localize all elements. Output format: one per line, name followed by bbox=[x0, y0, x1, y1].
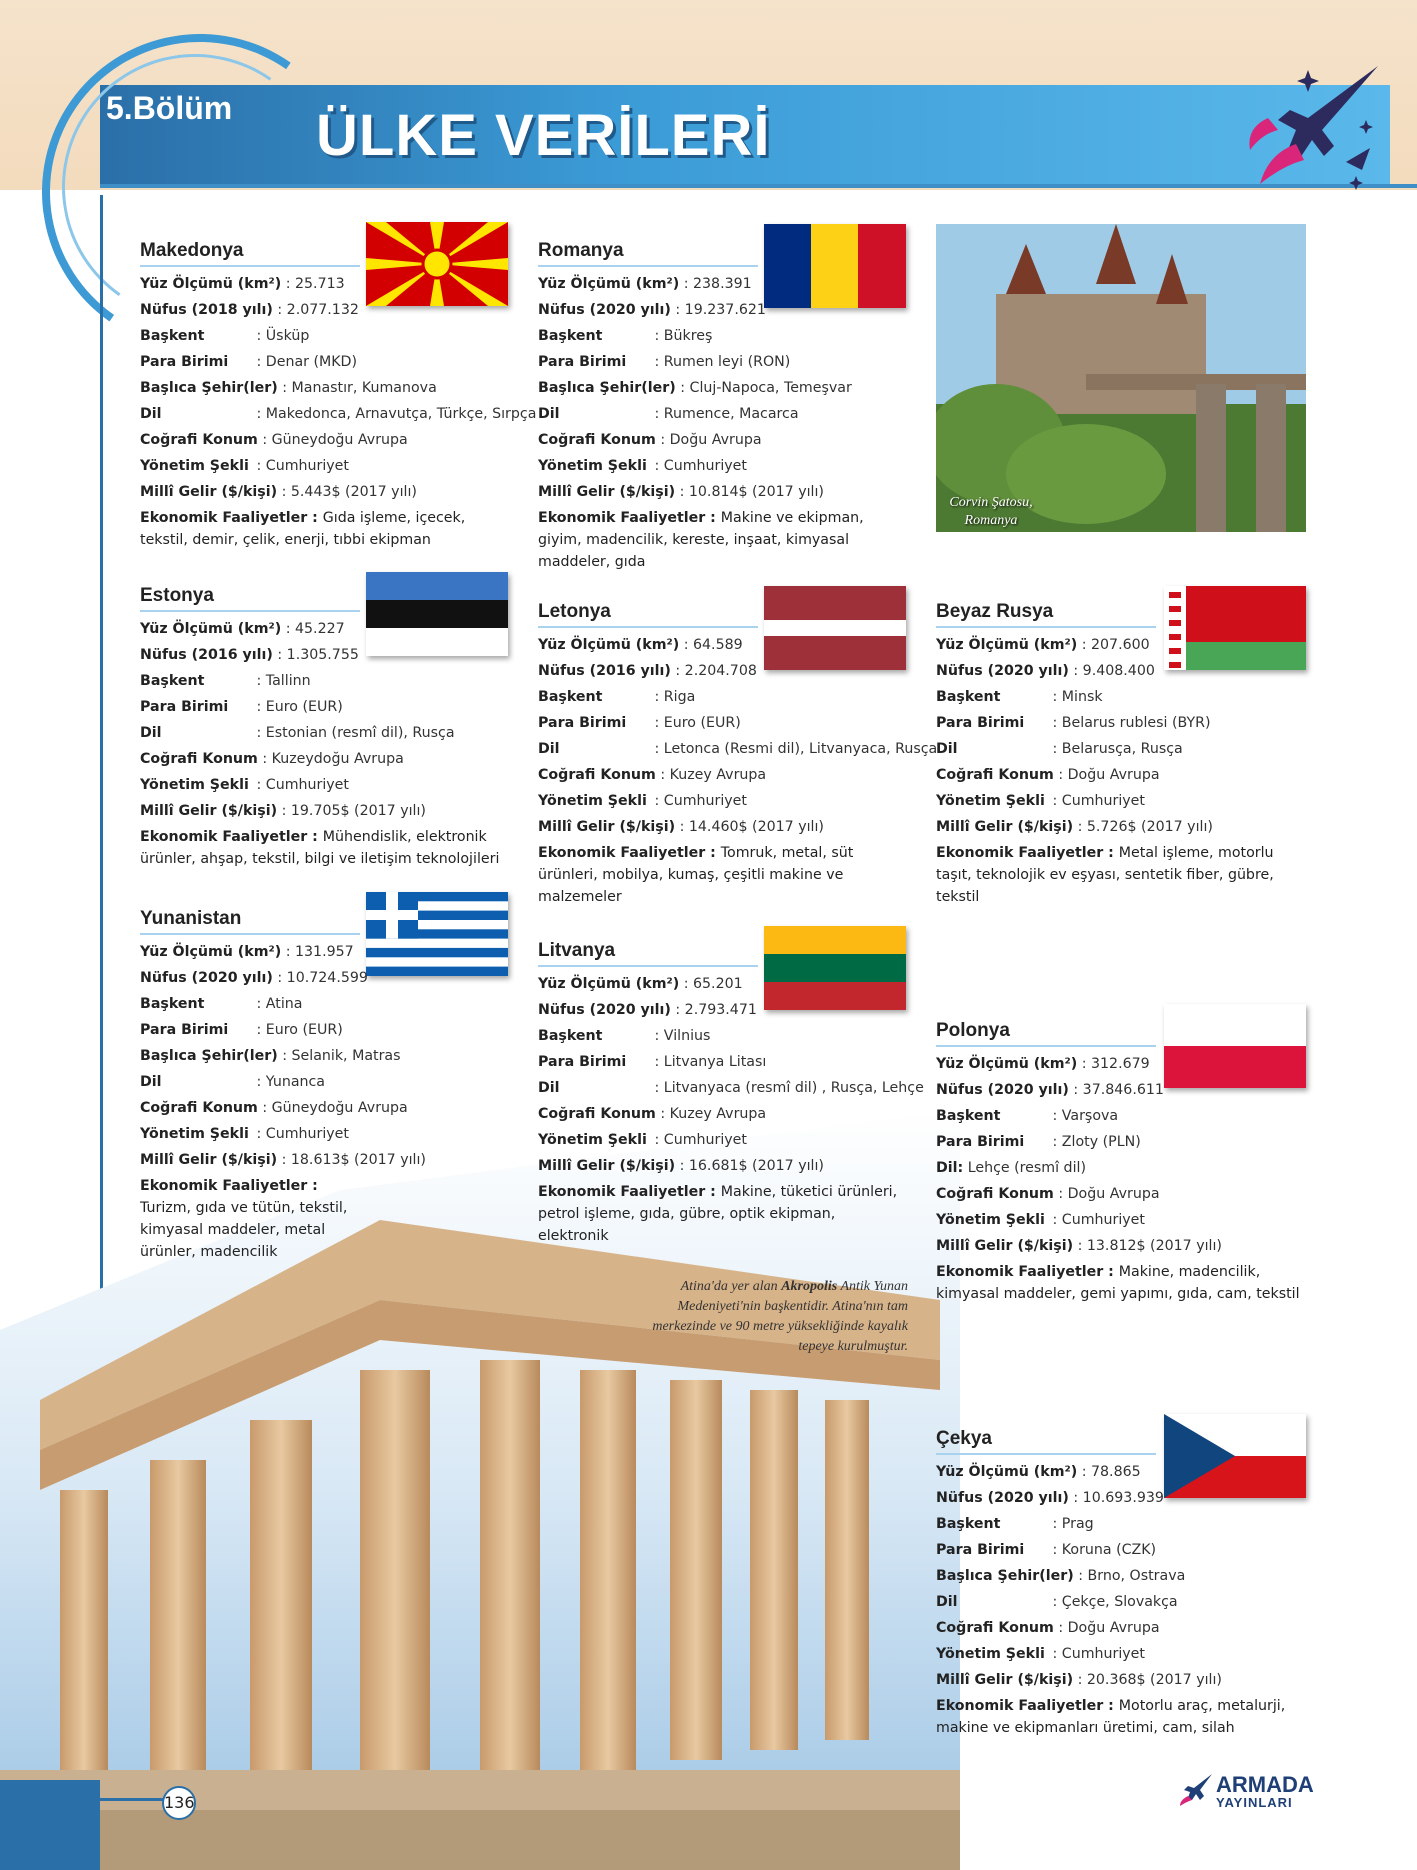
info-value: : Koruna (CZK) bbox=[1048, 1542, 1157, 1558]
info-row bbox=[936, 710, 1316, 736]
info-value: : Tallinn bbox=[252, 673, 311, 689]
info-label: Coğrafi Konum bbox=[538, 767, 656, 783]
info-row bbox=[140, 271, 520, 297]
info-value: : Cluj-Napoca, Temeşvar bbox=[675, 380, 852, 396]
economic-activities bbox=[538, 1181, 908, 1247]
info-row bbox=[936, 1459, 1316, 1485]
info-row bbox=[936, 1537, 1316, 1563]
info-row bbox=[936, 1641, 1316, 1667]
info-row bbox=[140, 1017, 520, 1043]
info-row bbox=[936, 1615, 1316, 1641]
info-row bbox=[538, 323, 918, 349]
info-row bbox=[538, 788, 918, 814]
info-row bbox=[936, 736, 1316, 762]
info-label: Yönetim Şekli bbox=[936, 1646, 1045, 1662]
acropolis-caption: Atina'da yer alan Akropolis Antik Yunan Medeniyeti'nin başkentidir. Atina'nın tam merkezinde ve 90 metre yüksekliğinde kayalık tepeye kurulmuştur. bbox=[652, 1279, 908, 1354]
info-value: : 238.391 bbox=[679, 276, 752, 292]
info-value: : 45.227 bbox=[281, 621, 345, 637]
country-name: Letonya bbox=[538, 601, 758, 628]
info-value: : 25.713 bbox=[281, 276, 345, 292]
economic-label: Ekonomik Faaliyetler : bbox=[538, 510, 721, 526]
info-value: : 14.460$ (2017 yılı) bbox=[675, 819, 824, 835]
info-value: : Denar (MKD) bbox=[252, 354, 358, 370]
economic-value: Mühendislik, elektronik ürünler, ahşap, tekstil, bilgi ve iletişim teknolojileri bbox=[140, 829, 500, 867]
info-label: Nüfus (2020 yılı) bbox=[140, 970, 273, 986]
country-block-romanya bbox=[538, 240, 918, 573]
info-row bbox=[538, 453, 918, 479]
info-row bbox=[936, 1129, 1316, 1155]
country-block-beyazrusya bbox=[936, 601, 1316, 908]
info-value: : Rumen leyi (RON) bbox=[650, 354, 791, 370]
info-row bbox=[936, 1207, 1316, 1233]
info-label: Coğrafi Konum bbox=[538, 1106, 656, 1122]
info-value: : Minsk bbox=[1048, 689, 1103, 705]
info-row bbox=[140, 746, 520, 772]
info-value: : Cumhuriyet bbox=[1048, 1646, 1145, 1662]
country-name: Romanya bbox=[538, 240, 758, 267]
info-value: : Doğu Avrupa bbox=[655, 432, 762, 448]
info-row bbox=[936, 814, 1316, 840]
info-row bbox=[538, 1127, 918, 1153]
info-value: : Litvanya Litası bbox=[650, 1054, 767, 1070]
info-value: : 19.237.621 bbox=[670, 302, 766, 318]
info-row bbox=[140, 668, 520, 694]
info-value: : Cumhuriyet bbox=[252, 1126, 349, 1142]
info-row bbox=[538, 271, 918, 297]
info-row bbox=[936, 684, 1316, 710]
info-row bbox=[140, 1147, 520, 1173]
info-label: Yönetim Şekli bbox=[936, 1212, 1045, 1228]
info-label: Başlıca Şehir(ler) bbox=[140, 1048, 278, 1064]
info-label: Dil bbox=[936, 1594, 958, 1610]
info-row bbox=[140, 772, 520, 798]
info-value: : 9.408.400 bbox=[1068, 663, 1155, 679]
info-row bbox=[936, 788, 1316, 814]
info-value: : 131.957 bbox=[281, 944, 354, 960]
country-name: Çekya bbox=[936, 1428, 1156, 1455]
info-row bbox=[936, 1485, 1316, 1511]
info-label: Coğrafi Konum bbox=[936, 1186, 1054, 1202]
page-corner bbox=[0, 1780, 100, 1870]
info-value: : 5.443$ (2017 yılı) bbox=[277, 484, 417, 500]
info-value: : Cumhuriyet bbox=[650, 1132, 747, 1148]
info-value: : Rumence, Macarca bbox=[650, 406, 799, 422]
section-label: 5.Bölüm bbox=[106, 90, 233, 126]
info-value: : 2.793.471 bbox=[670, 1002, 757, 1018]
info-label: Millî Gelir ($/kişi) bbox=[140, 484, 278, 500]
info-label: Başkent bbox=[538, 689, 603, 705]
info-label: Coğrafi Konum bbox=[140, 751, 258, 767]
info-label: Başkent bbox=[140, 328, 205, 344]
info-label: Nüfus (2020 yılı) bbox=[936, 1082, 1069, 1098]
info-label: Nüfus (2020 yılı) bbox=[538, 302, 671, 318]
info-label: Millî Gelir ($/kişi) bbox=[936, 819, 1074, 835]
info-row bbox=[936, 762, 1316, 788]
info-label: Yüz Ölçümü (km²) bbox=[538, 276, 680, 292]
info-label: Millî Gelir ($/kişi) bbox=[538, 819, 676, 835]
info-label: Başkent bbox=[140, 673, 205, 689]
castle-caption: Corvin Şatosu, Romanya bbox=[949, 495, 1033, 528]
info-value: : Letonca (Resmi dil), Litvanyaca, Rusça bbox=[650, 741, 938, 757]
info-row bbox=[538, 684, 918, 710]
economic-activities bbox=[140, 507, 510, 551]
info-label: Millî Gelir ($/kişi) bbox=[936, 1238, 1074, 1254]
info-row bbox=[538, 997, 918, 1023]
economic-value: Metal işleme, motorlu taşıt, teknolojik ev eşyası, sentetik fiber, gübre, tekstil bbox=[936, 845, 1274, 905]
info-label: Başkent bbox=[538, 328, 603, 344]
info-label: Yönetim Şekli bbox=[538, 793, 647, 809]
info-row bbox=[140, 453, 520, 479]
info-value: : Doğu Avrupa bbox=[1053, 1620, 1160, 1636]
info-row bbox=[538, 814, 918, 840]
info-label: Coğrafi Konum bbox=[936, 767, 1054, 783]
publisher-sub: YAYINLARI bbox=[1216, 1795, 1293, 1810]
info-row bbox=[538, 427, 918, 453]
economic-activities bbox=[140, 826, 510, 870]
info-value: : Atina bbox=[252, 996, 303, 1012]
info-row bbox=[538, 479, 918, 505]
info-value: : 64.589 bbox=[679, 637, 743, 653]
info-value: : 78.865 bbox=[1077, 1464, 1141, 1480]
info-label: Başlıca Şehir(ler) bbox=[140, 380, 278, 396]
economic-value: Motorlu araç, metalurji, makine ve ekipmanları üretimi, cam, silah bbox=[936, 1698, 1286, 1736]
info-label: Dil bbox=[538, 406, 560, 422]
country-name: Yunanistan bbox=[140, 908, 360, 935]
info-label: Yüz Ölçümü (km²) bbox=[936, 1056, 1078, 1072]
info-value: : 37.846.611 bbox=[1068, 1082, 1164, 1098]
info-value: : 207.600 bbox=[1077, 637, 1150, 653]
info-row bbox=[538, 971, 918, 997]
info-value: : Varşova bbox=[1048, 1108, 1119, 1124]
info-value: : Kuzey Avrupa bbox=[655, 767, 767, 783]
page-number: 136 bbox=[162, 1786, 196, 1820]
info-value: : Euro (EUR) bbox=[650, 715, 741, 731]
info-label: Coğrafi Konum bbox=[538, 432, 656, 448]
info-value: : 2.077.132 bbox=[272, 302, 359, 318]
info-row bbox=[936, 632, 1316, 658]
info-row bbox=[140, 1095, 520, 1121]
info-label: Nüfus (2016 yılı) bbox=[538, 663, 671, 679]
info-row bbox=[140, 965, 520, 991]
info-value: : Vilnius bbox=[650, 1028, 711, 1044]
info-row bbox=[936, 1103, 1316, 1129]
info-row bbox=[140, 1069, 520, 1095]
info-label: Yüz Ölçümü (km²) bbox=[538, 976, 680, 992]
economic-value: Makine, tüketici ürünleri, petrol işleme, gıda, gübre, optik ekipman, elektronik bbox=[538, 1184, 898, 1244]
info-row bbox=[140, 375, 520, 401]
info-label: Dil bbox=[140, 1074, 162, 1090]
info-row bbox=[140, 479, 520, 505]
info-value: : 20.368$ (2017 yılı) bbox=[1073, 1672, 1222, 1688]
page-title: ÜLKE VERİLERİ bbox=[316, 103, 771, 168]
info-label: Başkent bbox=[936, 1108, 1001, 1124]
castle-photo bbox=[936, 224, 1306, 532]
info-label: Dil bbox=[936, 741, 958, 757]
info-label: Millî Gelir ($/kişi) bbox=[538, 1158, 676, 1174]
info-row bbox=[140, 616, 520, 642]
info-value: : 13.812$ (2017 yılı) bbox=[1073, 1238, 1222, 1254]
info-value: : Cumhuriyet bbox=[1048, 793, 1145, 809]
info-row bbox=[936, 1233, 1316, 1259]
info-value: : 10.814$ (2017 yılı) bbox=[675, 484, 824, 500]
info-row bbox=[936, 1181, 1316, 1207]
info-value: : 65.201 bbox=[679, 976, 743, 992]
country-name: Estonya bbox=[140, 585, 360, 612]
info-value: : Belarusça, Rusça bbox=[1048, 741, 1183, 757]
info-label: Dil bbox=[538, 741, 560, 757]
info-value: : Kuzey Avrupa bbox=[655, 1106, 767, 1122]
economic-activities bbox=[936, 842, 1306, 908]
info-row bbox=[538, 375, 918, 401]
info-value: : Riga bbox=[650, 689, 696, 705]
info-label: Para Birimi bbox=[936, 1542, 1025, 1558]
info-value: : Yunanca bbox=[252, 1074, 326, 1090]
info-row bbox=[140, 401, 537, 427]
info-label: Nüfus (2020 yılı) bbox=[936, 1490, 1069, 1506]
economic-value: Tomruk, metal, süt ürünleri, mobilya, kumaş, çeşitli makine ve malzemeler bbox=[538, 845, 854, 905]
info-value: : Litvanyaca (resmî dil) , Rusça, Lehçe bbox=[650, 1080, 924, 1096]
info-value: : Euro (EUR) bbox=[252, 699, 343, 715]
info-row bbox=[936, 1051, 1316, 1077]
info-label: Yüz Ölçümü (km²) bbox=[140, 621, 282, 637]
info-value: : 19.705$ (2017 yılı) bbox=[277, 803, 426, 819]
info-value: : 312.679 bbox=[1077, 1056, 1150, 1072]
info-value: : 2.204.708 bbox=[670, 663, 757, 679]
info-label: Dil bbox=[140, 406, 162, 422]
country-block-polonya bbox=[936, 1020, 1316, 1305]
info-value: : Cumhuriyet bbox=[252, 777, 349, 793]
info-row bbox=[140, 720, 520, 746]
info-value: : Euro (EUR) bbox=[252, 1022, 343, 1038]
info-label: Yönetim Şekli bbox=[538, 1132, 647, 1148]
info-label: Coğrafi Konum bbox=[140, 1100, 258, 1116]
info-label: Yönetim Şekli bbox=[140, 458, 249, 474]
info-value: : 1.305.755 bbox=[272, 647, 359, 663]
info-label: Para Birimi bbox=[140, 354, 229, 370]
info-value: : Estonian (resmî dil), Rusça bbox=[252, 725, 455, 741]
info-row bbox=[538, 1075, 924, 1101]
info-value: : Cumhuriyet bbox=[650, 793, 747, 809]
info-row bbox=[140, 1121, 520, 1147]
info-row bbox=[140, 939, 520, 965]
info-row bbox=[936, 1077, 1316, 1103]
info-row bbox=[538, 736, 938, 762]
info-value: : 5.726$ (2017 yılı) bbox=[1073, 819, 1213, 835]
info-row bbox=[538, 632, 918, 658]
info-label: Para Birimi bbox=[538, 1054, 627, 1070]
info-label: Para Birimi bbox=[538, 354, 627, 370]
info-row bbox=[538, 297, 918, 323]
economic-label: Ekonomik Faaliyetler : bbox=[936, 1264, 1119, 1280]
publisher-name: ARMADA bbox=[1216, 1772, 1314, 1797]
info-row bbox=[936, 1563, 1316, 1589]
info-value: : 10.724.599 bbox=[272, 970, 368, 986]
info-label: Yüz Ölçümü (km²) bbox=[140, 276, 282, 292]
info-row bbox=[936, 1667, 1316, 1693]
economic-label: Ekonomik Faaliyetler : bbox=[936, 845, 1119, 861]
info-label: Coğrafi Konum bbox=[936, 1620, 1054, 1636]
economic-value: Makine, madencilik, kimyasal maddeler, gemi yapımı, gıda, cam, tekstil bbox=[936, 1264, 1300, 1302]
info-label: Millî Gelir ($/kişi) bbox=[140, 803, 278, 819]
economic-activities bbox=[538, 842, 908, 908]
info-label: Yönetim Şekli bbox=[538, 458, 647, 474]
info-row bbox=[538, 1023, 918, 1049]
country-block-estonya bbox=[140, 585, 520, 870]
info-row bbox=[140, 1043, 520, 1069]
economic-label: Ekonomik Faaliyetler : bbox=[538, 845, 721, 861]
info-label: Millî Gelir ($/kişi) bbox=[538, 484, 676, 500]
economic-activities bbox=[936, 1261, 1306, 1305]
info-label: Dil bbox=[538, 1080, 560, 1096]
info-label: Para Birimi bbox=[936, 715, 1025, 731]
info-row bbox=[140, 694, 520, 720]
info-label: Millî Gelir ($/kişi) bbox=[140, 1152, 278, 1168]
info-label: Para Birimi bbox=[140, 699, 229, 715]
country-block-yunanistan bbox=[140, 908, 520, 1263]
info-label: Yüz Ölçümü (km²) bbox=[936, 637, 1078, 653]
info-label: Dil: bbox=[936, 1160, 964, 1176]
info-label: Başkent bbox=[936, 689, 1001, 705]
info-value: : Güneydoğu Avrupa bbox=[257, 1100, 408, 1116]
economic-label: Ekonomik Faaliyetler : bbox=[140, 510, 323, 526]
economic-value: Gıda işleme, içecek, tekstil, demir, çelik, enerji, tıbbi ekipman bbox=[140, 510, 466, 548]
info-label: Başlıca Şehir(ler) bbox=[538, 380, 676, 396]
info-label: Coğrafi Konum bbox=[140, 432, 258, 448]
info-row bbox=[538, 710, 918, 736]
publisher-logo-icon bbox=[1178, 1772, 1214, 1808]
info-label: Para Birimi bbox=[140, 1022, 229, 1038]
info-label: Başkent bbox=[936, 1516, 1001, 1532]
info-label: Yönetim Şekli bbox=[140, 1126, 249, 1142]
info-value: : Çekçe, Slovakça bbox=[1048, 1594, 1178, 1610]
economic-activities bbox=[936, 1695, 1306, 1739]
star-icon bbox=[1297, 70, 1319, 92]
economic-label: Ekonomik Faaliyetler : bbox=[140, 1178, 318, 1194]
economic-value: Makine ve ekipman, giyim, madencilik, kereste, inşaat, kimyasal maddeler, gıda bbox=[538, 510, 864, 570]
info-label: Para Birimi bbox=[538, 715, 627, 731]
page-number-line bbox=[100, 1798, 164, 1801]
rocket-icon bbox=[1238, 58, 1388, 198]
info-value: : Makedonca, Arnavutça, Türkçe, Sırpça bbox=[252, 406, 537, 422]
info-row bbox=[538, 762, 918, 788]
country-name: Makedonya bbox=[140, 240, 360, 267]
economic-label: Ekonomik Faaliyetler : bbox=[140, 829, 323, 845]
info-value: : 10.693.939 bbox=[1068, 1490, 1164, 1506]
info-value: : Üsküp bbox=[252, 328, 310, 344]
info-value: : Zloty (PLN) bbox=[1048, 1134, 1141, 1150]
info-row bbox=[140, 798, 520, 824]
info-value: : Cumhuriyet bbox=[650, 458, 747, 474]
info-label: Başkent bbox=[538, 1028, 603, 1044]
info-value: : Manastır, Kumanova bbox=[277, 380, 437, 396]
info-row bbox=[538, 401, 918, 427]
info-value: : Doğu Avrupa bbox=[1053, 767, 1160, 783]
economic-activities bbox=[538, 507, 908, 573]
info-value: : Doğu Avrupa bbox=[1053, 1186, 1160, 1202]
info-label: Nüfus (2018 yılı) bbox=[140, 302, 273, 318]
info-value: : Güneydoğu Avrupa bbox=[257, 432, 408, 448]
info-row bbox=[538, 658, 918, 684]
info-row bbox=[538, 1153, 918, 1179]
country-block-litvanya bbox=[538, 940, 924, 1247]
info-value: : Belarus rublesi (BYR) bbox=[1048, 715, 1211, 731]
info-value: : Cumhuriyet bbox=[1048, 1212, 1145, 1228]
country-name: Beyaz Rusya bbox=[936, 601, 1156, 628]
info-label: Dil bbox=[140, 725, 162, 741]
info-value: : Bükreş bbox=[650, 328, 713, 344]
info-row bbox=[140, 642, 520, 668]
info-label: Başkent bbox=[140, 996, 205, 1012]
info-label: Yönetim Şekli bbox=[936, 793, 1045, 809]
info-row bbox=[538, 1049, 918, 1075]
info-value: : Cumhuriyet bbox=[252, 458, 349, 474]
info-value: : Kuzeydoğu Avrupa bbox=[257, 751, 404, 767]
country-block-makedonya bbox=[140, 240, 537, 551]
info-row bbox=[140, 323, 520, 349]
info-label: Nüfus (2020 yılı) bbox=[538, 1002, 671, 1018]
info-label: Nüfus (2016 yılı) bbox=[140, 647, 273, 663]
info-row bbox=[140, 427, 520, 453]
info-label: Millî Gelir ($/kişi) bbox=[936, 1672, 1074, 1688]
info-value: : Prag bbox=[1048, 1516, 1094, 1532]
info-value: : Selanik, Matras bbox=[277, 1048, 401, 1064]
info-row bbox=[936, 1511, 1316, 1537]
info-row bbox=[538, 1101, 918, 1127]
info-row bbox=[538, 349, 918, 375]
info-row bbox=[140, 991, 520, 1017]
country-block-letonya bbox=[538, 601, 938, 908]
info-row bbox=[936, 658, 1316, 684]
info-value: : 18.613$ (2017 yılı) bbox=[277, 1152, 426, 1168]
info-row bbox=[140, 349, 520, 375]
info-row bbox=[140, 297, 520, 323]
economic-value: Turizm, gıda ve tütün, tekstil, kimyasal maddeler, metal ürünler, madencilik bbox=[140, 1200, 348, 1260]
info-label: Başlıca Şehir(ler) bbox=[936, 1568, 1074, 1584]
country-block-cekya bbox=[936, 1428, 1316, 1739]
info-label: Yüz Ölçümü (km²) bbox=[538, 637, 680, 653]
info-label: Yüz Ölçümü (km²) bbox=[936, 1464, 1078, 1480]
economic-activities bbox=[140, 1175, 365, 1263]
economic-label: Ekonomik Faaliyetler : bbox=[538, 1184, 721, 1200]
info-value: : 16.681$ (2017 yılı) bbox=[675, 1158, 824, 1174]
info-value: : Brno, Ostrava bbox=[1073, 1568, 1186, 1584]
economic-label: Ekonomik Faaliyetler : bbox=[936, 1698, 1119, 1714]
country-name: Litvanya bbox=[538, 940, 758, 967]
country-name: Polonya bbox=[936, 1020, 1156, 1047]
info-value: Lehçe (resmî dil) bbox=[963, 1160, 1086, 1176]
info-label: Para Birimi bbox=[936, 1134, 1025, 1150]
info-row bbox=[936, 1589, 1316, 1615]
info-label: Yüz Ölçümü (km²) bbox=[140, 944, 282, 960]
info-row bbox=[936, 1155, 1316, 1181]
info-label: Nüfus (2020 yılı) bbox=[936, 663, 1069, 679]
info-label: Yönetim Şekli bbox=[140, 777, 249, 793]
